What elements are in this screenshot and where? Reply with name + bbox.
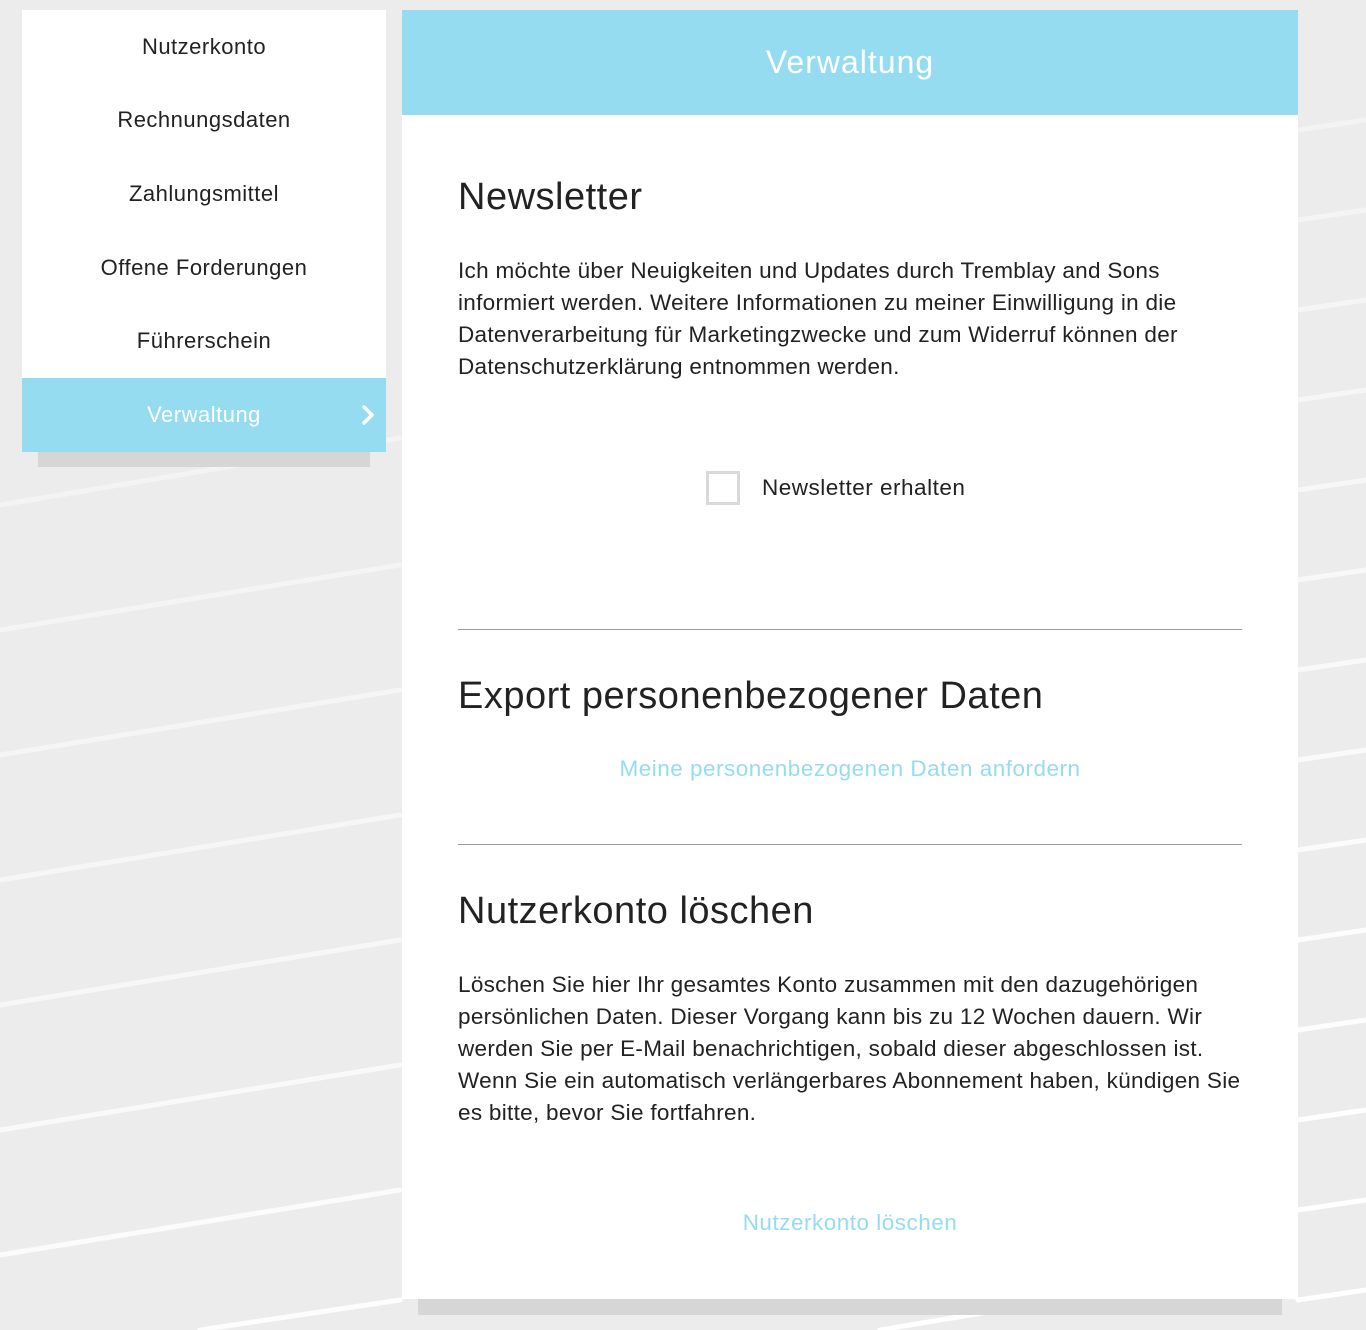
- newsletter-checkbox-label: Newsletter erhalten: [762, 475, 966, 500]
- request-data-link[interactable]: Meine personenbezogenen Daten anfordern: [402, 756, 1298, 782]
- section-divider: [458, 844, 1242, 845]
- sidebar-item-label: Rechnungsdaten: [117, 107, 291, 133]
- newsletter-checkbox-row[interactable]: [706, 471, 965, 505]
- sidebar-item-label: Nutzerkonto: [141, 33, 267, 59]
- section-divider: [458, 629, 1242, 630]
- sidebar-shadow: [38, 451, 370, 467]
- export-heading: Export personenbezogener Daten: [458, 675, 1044, 717]
- newsletter-heading: Newsletter: [458, 176, 643, 218]
- page-title: Verwaltung: [402, 10, 1298, 115]
- newsletter-description: Ich möchte über Neuigkeiten und Updates durch Tremblay and Sons informiert werden. Weitere Informationen zu meiner Einwilligung in die Datenverarbeitung für Marketingzwecke und zum Widerruf können der Datenschutzerklärung entnommen werden.: [458, 258, 1178, 379]
- management-card: [402, 10, 1298, 1299]
- sidebar-item-rechnungsdaten[interactable]: [22, 84, 386, 158]
- sidebar-item-zahlungsmittel[interactable]: [22, 157, 386, 231]
- chevron-right-icon: [360, 403, 376, 427]
- delete-account-description: Löschen Sie hier Ihr gesamtes Konto zusammen mit den dazugehörigen persönlichen Daten. Dieser Vorgang kann bis zu 12 Wochen dauern. Wir werden Sie per E-Mail benachrichtigen, sobald dieser abgeschlossen ist. Wenn Sie ein automatisch verlängerbares Abonnement haben, kündigen Sie es bitte, bevor Sie fortfahren.: [458, 972, 1241, 1125]
- sidebar-item-verwaltung[interactable]: [22, 378, 386, 452]
- sidebar-item-label: Führerschein: [136, 328, 272, 354]
- sidebar-item-offene-forderungen[interactable]: [22, 231, 386, 305]
- sidebar-nav: [22, 10, 386, 452]
- delete-account-link[interactable]: Nutzerkonto löschen: [402, 1210, 1298, 1236]
- sidebar-item-nutzerkonto[interactable]: [22, 10, 386, 84]
- delete-account-heading: Nutzerkonto löschen: [458, 890, 814, 932]
- sidebar-item-label: Offene Forderungen: [100, 254, 308, 280]
- newsletter-checkbox[interactable]: [706, 471, 740, 505]
- sidebar-item-label: Verwaltung: [147, 401, 261, 427]
- card-shadow: [418, 1299, 1282, 1315]
- sidebar-item-fuehrerschein[interactable]: [22, 304, 386, 378]
- sidebar-item-label: Zahlungsmittel: [128, 180, 280, 206]
